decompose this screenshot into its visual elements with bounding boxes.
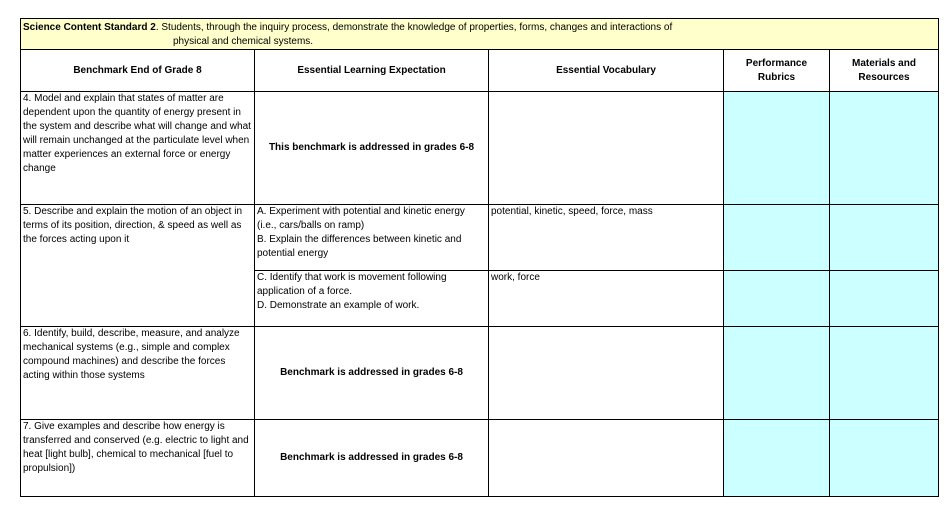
rubrics-cell [724, 205, 830, 271]
table-row [21, 205, 939, 271]
materials-cell [830, 327, 939, 420]
rubrics-cell [724, 327, 830, 420]
materials-cell [830, 271, 939, 327]
standard-statement [21, 19, 939, 50]
table-row [21, 420, 939, 497]
table-row [21, 327, 939, 420]
rubrics-cell [724, 271, 830, 327]
standard-header-row [21, 19, 939, 50]
expectation-cell: This benchmark is addressed in grades 6-8 [255, 92, 489, 205]
materials-cell [830, 420, 939, 497]
standard-text-line2: physical and chemical systems. [173, 36, 314, 47]
materials-cell [830, 92, 939, 205]
rubrics-cell [724, 420, 830, 497]
expectation-cell: C. Identify that work is movement following application of a force. D. Demonstrate an example of work. [255, 271, 489, 327]
vocabulary-cell [489, 420, 724, 497]
vocabulary-cell [489, 327, 724, 420]
column-header-row [21, 50, 939, 92]
expectation-cell: Benchmark is addressed in grades 6-8 [255, 327, 489, 420]
column-header-expectation: Essential Learning Expectation [255, 50, 489, 92]
vocabulary-cell [489, 92, 724, 205]
standard-text-line1: . Students, through the inquiry process, demonstrate the knowledge of properties, forms, changes and interactions of [155, 22, 673, 33]
benchmark-cell: 6. Identify, build, describe, measure, and analyze mechanical systems (e.g., simple and complex compound machines) and describe the forces acting within those systems [21, 327, 255, 420]
benchmark-cell: 4. Model and explain that states of matter are dependent upon the quantity of energy present in the system and describe what will change and what will remain unchanged at the particulate level when matter experiences an external force or energy change [21, 92, 255, 205]
column-header-benchmark: Benchmark End of Grade 8 [21, 50, 255, 92]
materials-cell [830, 205, 939, 271]
vocabulary-cell: work, force [489, 271, 724, 327]
rubrics-cell [724, 92, 830, 205]
standard-label: Science Content Standard 2 [23, 22, 156, 33]
standards-table [20, 18, 939, 497]
benchmark-cell: 5. Describe and explain the motion of an object in terms of its position, direction, & speed as well as the forces acting upon it [21, 205, 255, 327]
column-header-materials: Materials and Resources [830, 50, 939, 92]
table-row [21, 92, 939, 205]
vocabulary-cell: potential, kinetic, speed, force, mass [489, 205, 724, 271]
column-header-rubrics: Performance Rubrics [724, 50, 830, 92]
column-header-vocabulary: Essential Vocabulary [489, 50, 724, 92]
expectation-cell: A. Experiment with potential and kinetic energy (i.e., cars/balls on ramp) B. Explain the differences between kinetic and potential energy [255, 205, 489, 271]
benchmark-cell: 7. Give examples and describe how energy is transferred and conserved (e.g. electric to light and heat [light bulb], chemical to mechanical [fuel to propulsion]) [21, 420, 255, 497]
expectation-cell: Benchmark is addressed in grades 6-8 [255, 420, 489, 497]
